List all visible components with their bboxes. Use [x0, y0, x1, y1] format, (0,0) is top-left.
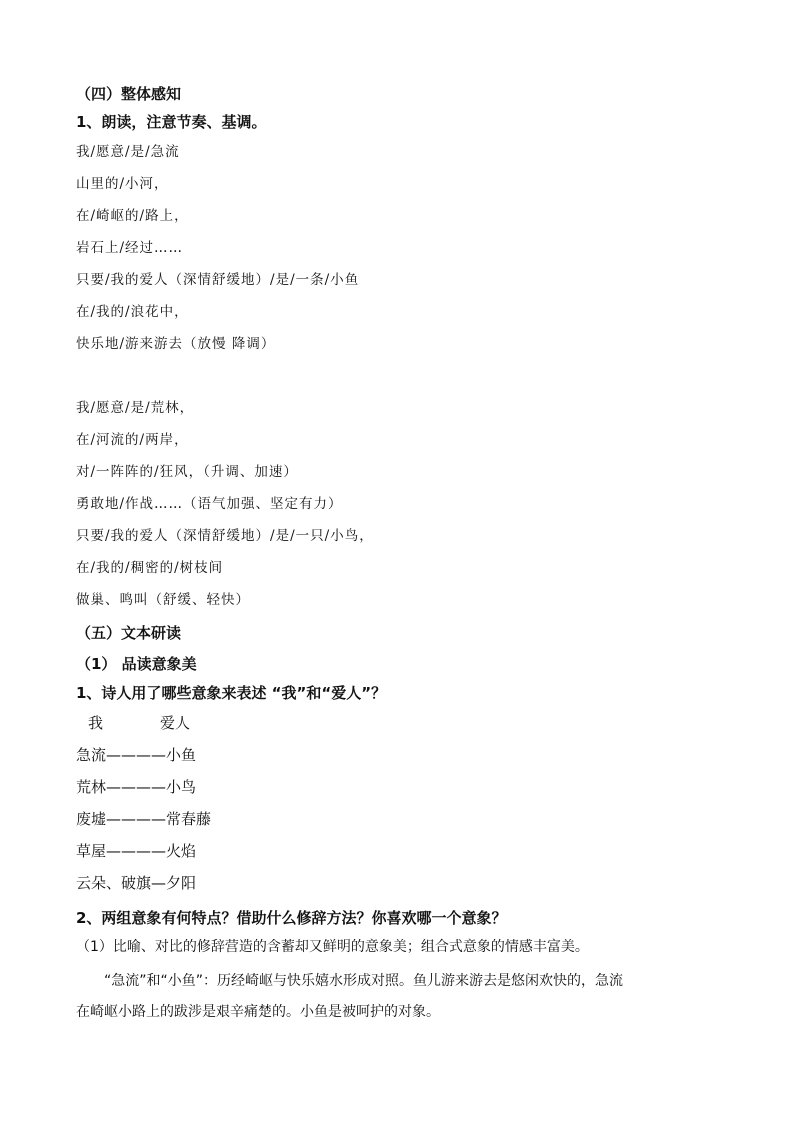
- image-pair: 云朵、破旗—夕阳: [76, 874, 197, 892]
- poem-line: 在/河流的/两岸，: [76, 432, 189, 448]
- poem-line: 做巢、鸣叫（舒缓、轻快）: [76, 592, 250, 608]
- poem-line: 山里的/小河，: [76, 176, 169, 192]
- poem-line: 岩石上/经过……: [76, 240, 184, 256]
- answer-paragraph: “急流”和“小鱼”：历经崎岖与快乐嬉水形成对照。鱼儿游来游去是悠闲欢快的，急流: [104, 973, 624, 989]
- column-label-lover: 爱人: [160, 714, 191, 732]
- poem-line: 在/我的/浪花中，: [76, 304, 189, 320]
- question-1: 1、诗人用了哪些意象来表述 “我”和“爱人”？: [76, 684, 387, 702]
- image-pair: 荒林————小鸟: [76, 778, 197, 796]
- image-pair: 急流————小鱼: [76, 746, 197, 764]
- poem-line: 我/愿意/是/荒林，: [76, 400, 195, 416]
- reading-instruction: 1、朗读，注意节奏、基调。: [76, 113, 267, 131]
- poem-line: 对/一阵阵的/狂风，（升调、加速）: [76, 464, 298, 480]
- image-pair: 草屋————火焰: [76, 842, 197, 860]
- poem-line: 勇敢地/作战……（语气加强、坚定有力）: [76, 496, 343, 512]
- poem-line: 只要/我的爱人（深情舒缓地）/是/一条/小鱼: [76, 272, 360, 288]
- poem-line: 在/崎岖的/路上，: [76, 208, 189, 224]
- question-2: 2、两组意象有何特点？借助什么修辞方法？你喜欢哪一个意象？: [76, 909, 507, 927]
- answer-paragraph: （1）比喻、对比的修辞营造的含蓄却又鲜明的意象美；组合式意象的情感丰富美。: [76, 939, 589, 955]
- poem-line: 只要/我的爱人（深情舒缓地）/是/一只/小鸟，: [76, 528, 374, 544]
- poem-line: 我/愿意/是/急流: [76, 144, 180, 160]
- poem-line: 在/我的/稠密的/树枝间: [76, 560, 224, 576]
- subsection-heading: （1） 品读意象美: [76, 655, 197, 673]
- poem-line: 快乐地/游来游去（放慢 降调）: [76, 336, 276, 352]
- answer-paragraph: 在崎岖小路上的跋涉是艰辛痛楚的。小鱼是被呵护的对象。: [76, 1004, 440, 1020]
- image-pair: 废墟————常春藤: [76, 810, 212, 828]
- section-4-heading: （四）整体感知: [76, 85, 182, 103]
- column-label-me: 我: [88, 714, 104, 732]
- section-5-heading: （五）文本研读: [76, 624, 182, 642]
